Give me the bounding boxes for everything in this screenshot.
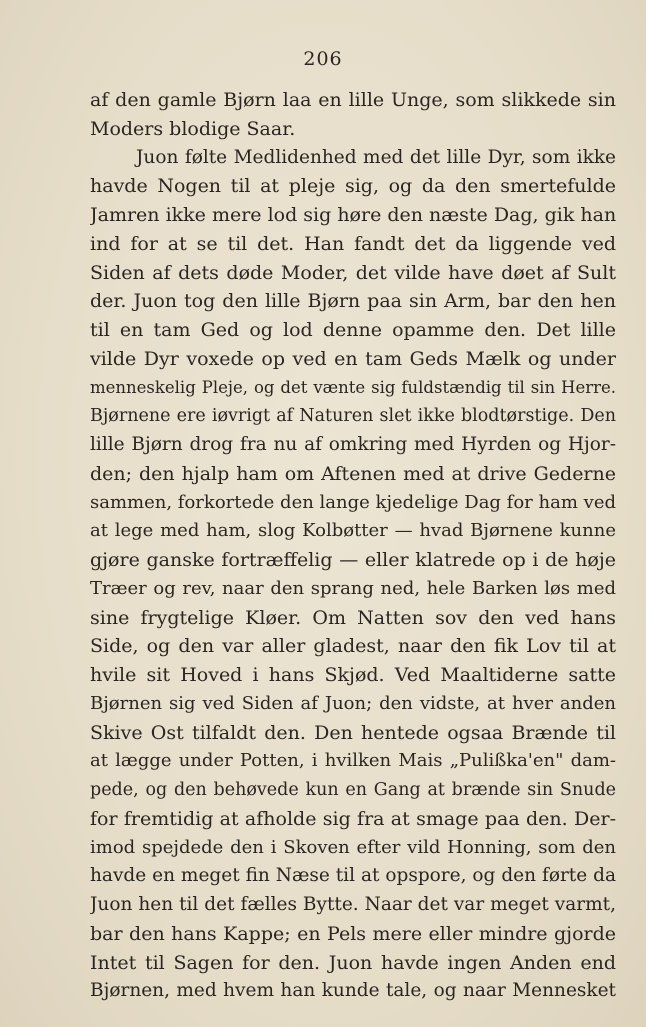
text-line: Juon hen til det fælles Bytte. Naar det var meget varmt,: [90, 894, 616, 915]
text-line: Bjørnen sig ved Siden af Juon; den vidste, at hver anden: [90, 692, 616, 714]
text-line: Intet til Sagen for den. Juon havde ingen Anden end: [90, 951, 616, 974]
text-line: for fremtidig at afholde sig fra at smage paa den. Der-: [90, 807, 616, 830]
text-line: sine frygtelige Kløer. Om Natten sov den ved hans: [90, 606, 616, 629]
text-line: havde Nogen til at pleje sig, og da den smertefulde: [90, 175, 616, 198]
text-line: havde en meget fin Næse til at opspore, og den førte da: [90, 865, 616, 887]
text-line: Side, og den var aller gladest, naar den fik Lov til at: [90, 635, 616, 658]
text-line: Træer og rev, naar den sprang ned, hele Barken løs med: [90, 577, 616, 599]
text-line: gjøre ganske fortræffelig — eller klatrede op i de høje: [90, 549, 616, 571]
page-number: 206: [303, 48, 343, 70]
text-line: ind for at se til det. Han fandt det da liggende ved: [90, 232, 616, 255]
text-line: af den gamle Bjørn laa en lille Unge, som slikkede sin: [90, 89, 616, 111]
text-line: til en tam Ged og lod denne opamme den. Det lille: [90, 319, 616, 341]
text-line: Siden af dets døde Moder, det vilde have døet af Sult: [90, 261, 616, 284]
body-text: [90, 86, 616, 1006]
text-line: Juon følte Medlidenhed med det lille Dyr, som ikke: [136, 146, 616, 168]
text-line: at lege med ham, slog Kolbøtter — hvad Bjørnene kunne: [90, 520, 616, 542]
text-line: den; den hjalp ham om Aftenen med at drive Gederne: [90, 462, 616, 485]
text-line: at lægge under Potten, i hvilken Mais „Pulißka'en" dam-: [90, 750, 616, 772]
text-line: vilde Dyr voxede op ved en tam Geds Mælk og under: [90, 347, 616, 370]
text-line: Jamren ikke mere lod sig høre den næste Dag, gik han: [90, 204, 616, 226]
text-line: Bjørnene ere iøvrigt af Naturen slet ikke blodtørstige. Den: [90, 406, 616, 427]
text-line: hvile sit Hoved i hans Skjød. Ved Maaltiderne satte: [90, 664, 616, 686]
text-line: bar den hans Kappe; en Pels mere eller mindre gjorde: [90, 922, 616, 945]
text-line: Moders blodige Saar.: [90, 117, 296, 140]
text-line: imod spejdede den i Skoven efter vild Honning, som den: [90, 836, 616, 858]
text-line: Skive Ost tilfaldt den. Den hentede ogsaa Brænde til: [90, 721, 616, 744]
text-line: der. Juon tog den lille Bjørn paa sin Arm, bar den hen: [90, 290, 616, 313]
text-line: pede, og den behøvede kun en Gang at brænde sin Snude: [90, 780, 616, 800]
text-line: lille Bjørn drog fra nu af omkring med Hyrden og Hjor-: [90, 434, 616, 455]
text-line: sammen, forkortede den lange kjedelige Dag for ham ved: [90, 491, 616, 513]
text-line: Bjørnen, med hvem han kunde tale, og naar Mennesket: [90, 980, 616, 1002]
text-line: menneskelig Pleje, og det vænte sig fuldstændig til sin Herre.: [90, 377, 616, 397]
